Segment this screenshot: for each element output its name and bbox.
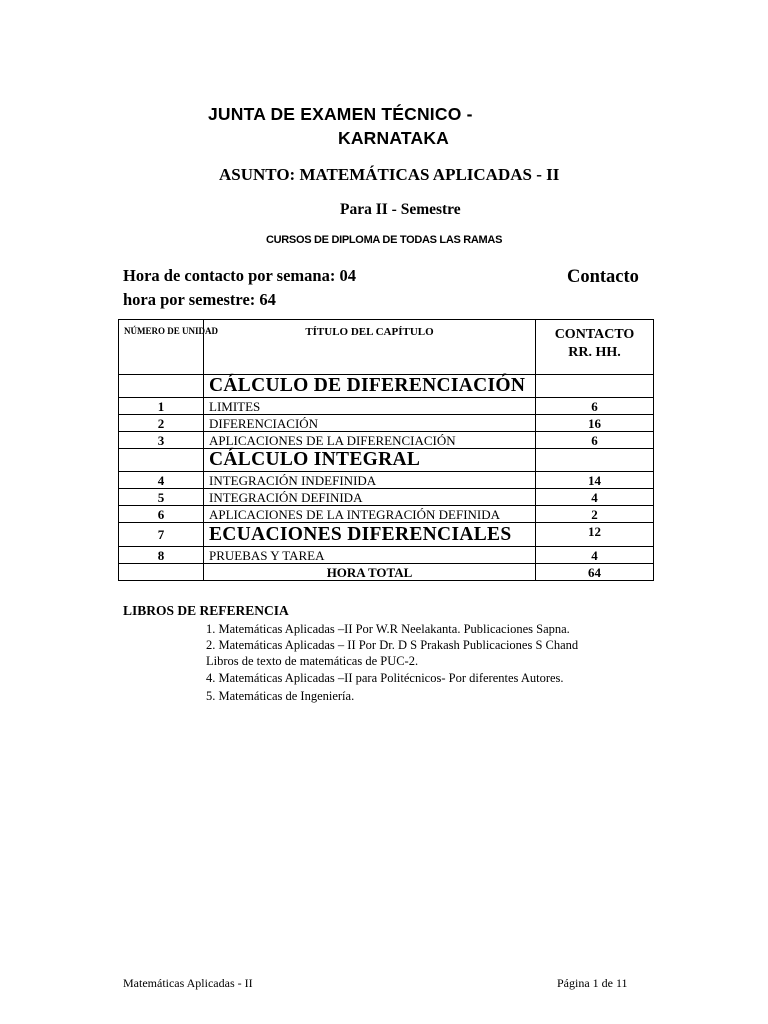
chapter-name: APLICACIONES DE LA INTEGRACIÓN DEFINIDA <box>204 506 536 523</box>
section-row <box>119 375 654 398</box>
header-unit-number: NÚMERO DE UNIDAD <box>119 320 204 375</box>
contact-hours: 4 <box>536 489 654 506</box>
reference-item: 1. Matemáticas Aplicadas –II Por W.R Neelakanta. Publicaciones Sapna. <box>206 622 570 636</box>
contact-hours: 12 <box>536 523 654 547</box>
chapter-name: LIMITES <box>204 398 536 415</box>
section-row-differential <box>119 523 654 547</box>
chapter-name: INTEGRACIÓN INDEFINIDA <box>204 472 536 489</box>
semester-label: Para II - Semestre <box>340 201 461 218</box>
contact-hours-per-week: Hora de contacto por semana: 04 <box>123 266 356 285</box>
table-header-row <box>119 320 654 375</box>
section-title: ECUACIONES DIFERENCIALES <box>204 523 536 547</box>
header-contact-hours <box>536 320 654 375</box>
reference-item: 2. Matemáticas Aplicadas – II Por Dr. D S Prakash Publicaciones S Chand <box>206 638 579 652</box>
table-row <box>119 506 654 523</box>
unit-number: 4 <box>119 472 204 489</box>
header-contact-line1: CONTACTO <box>554 327 635 342</box>
table-row <box>119 472 654 489</box>
references-heading: LIBROS DE REFERENCIA <box>123 603 289 618</box>
footer-title: Matemáticas Aplicadas - II <box>123 976 253 990</box>
courses-label: CURSOS DE DIPLOMA DE TODAS LAS RAMAS <box>266 234 503 246</box>
total-label: HORA TOTAL <box>204 564 536 581</box>
total-row <box>119 564 654 581</box>
reference-item: 4. Matemáticas Aplicadas –II para Politécnicos- Por diferentes Autores. <box>206 671 564 685</box>
unit-number: 5 <box>119 489 204 506</box>
contact-hours: 2 <box>536 506 654 523</box>
board-title-line2: KARNATAKA <box>338 128 449 148</box>
header-chapter-title: TÍTULO DEL CAPÍTULO <box>204 320 536 375</box>
unit-number: 3 <box>119 432 204 449</box>
header-contact-line2: RR. HH. <box>568 345 621 360</box>
unit-number: 2 <box>119 415 204 432</box>
footer-page-number: Página 1 de 11 <box>557 976 628 990</box>
unit-number: 7 <box>119 523 204 547</box>
section-title: CÁLCULO INTEGRAL <box>204 449 536 472</box>
table-row <box>119 415 654 432</box>
chapter-name: DIFERENCIACIÓN <box>204 415 536 432</box>
reference-item: Libros de texto de matemáticas de PUC-2. <box>206 654 419 668</box>
contact-label-right: Contacto <box>567 267 639 287</box>
board-title-line1: JUNTA DE EXAMEN TÉCNICO - <box>208 104 473 124</box>
chapter-name: APLICACIONES DE LA DIFERENCIACIÓN <box>204 432 536 449</box>
table-row <box>119 398 654 415</box>
section-row <box>119 449 654 472</box>
table-row <box>119 432 654 449</box>
table-row <box>119 547 654 564</box>
chapter-name: PRUEBAS Y TAREA <box>204 547 536 564</box>
unit-number: 6 <box>119 506 204 523</box>
subject-title: ASUNTO: MATEMÁTICAS APLICADAS - II <box>219 165 560 184</box>
reference-item: 5. Matemáticas de Ingeniería. <box>206 689 355 703</box>
syllabus-table <box>118 319 654 581</box>
contact-hours: 6 <box>536 398 654 415</box>
total-hours: 64 <box>536 564 654 581</box>
contact-hours: 16 <box>536 415 654 432</box>
unit-number: 8 <box>119 547 204 564</box>
contact-hours: 14 <box>536 472 654 489</box>
contact-hours-per-semester: hora por semestre: 64 <box>123 290 276 309</box>
chapter-name: INTEGRACIÓN DEFINIDA <box>204 489 536 506</box>
contact-hours: 6 <box>536 432 654 449</box>
section-title: CÁLCULO DE DIFERENCIACIÓN <box>204 375 536 398</box>
contact-hours: 4 <box>536 547 654 564</box>
unit-number: 1 <box>119 398 204 415</box>
table-row <box>119 489 654 506</box>
